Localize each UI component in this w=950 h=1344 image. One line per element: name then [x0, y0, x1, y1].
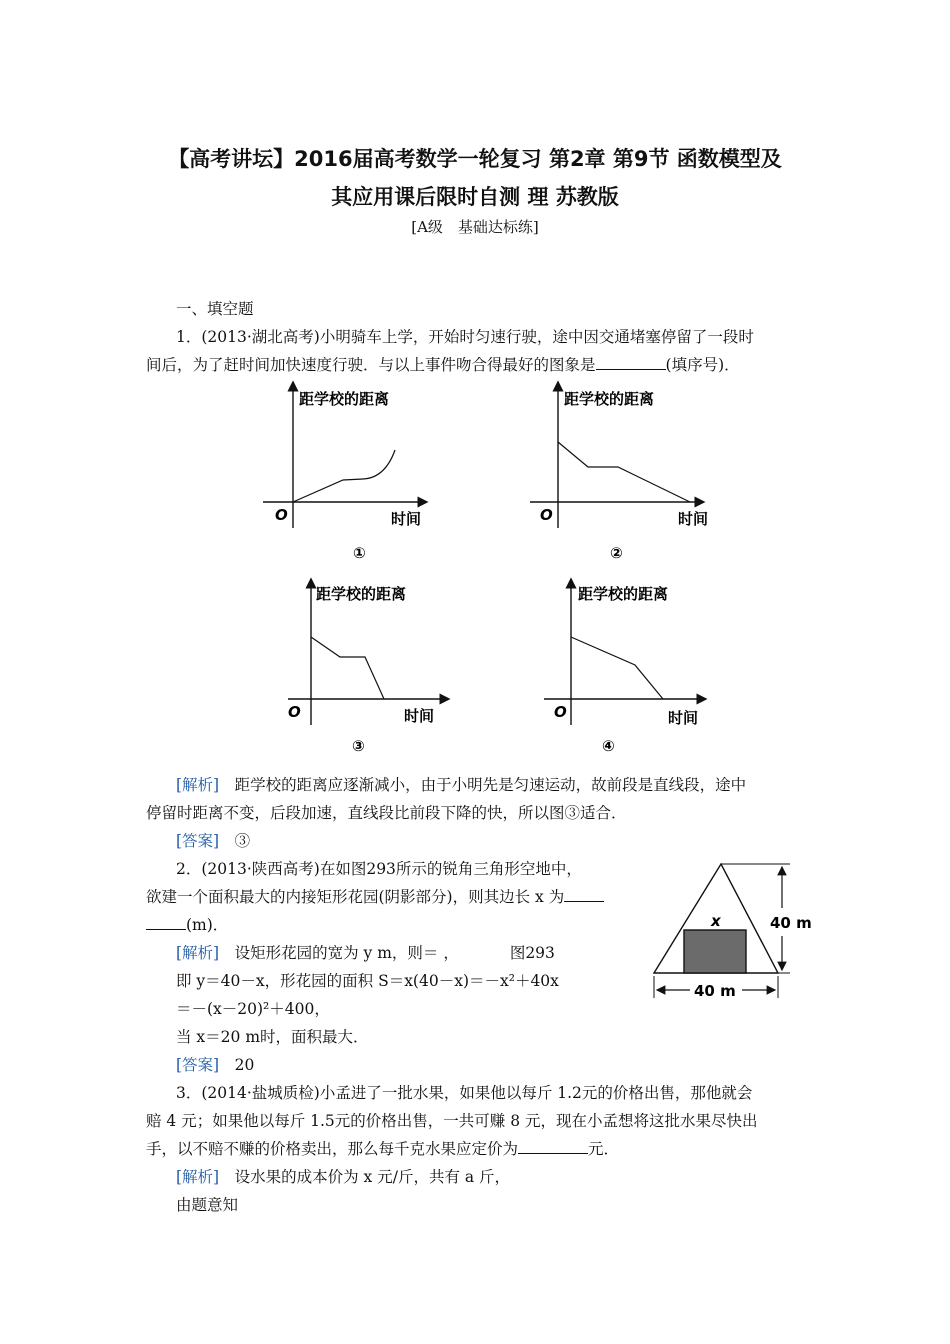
- q1-line1: 1．(2013·湖北高考)小明骑车上学，开始时匀速行驶，途中因交通堵塞停留了一段时: [176, 328, 754, 346]
- fig-x-label: x: [711, 912, 721, 930]
- graph-3-y-label: 距学校的距离: [316, 585, 407, 603]
- graph-4-origin: O: [554, 703, 567, 721]
- q3-line3-end: 元．: [588, 1140, 620, 1158]
- q1-analysis-text1: 距学校的距离应逐渐减小，由于小明先是匀速运动，故前段是直线段，途中: [234, 776, 747, 794]
- q2-analysis-line4: 当 x＝20 m时，面积最大．: [176, 1028, 369, 1046]
- q3-line1: 3．(2014·盐城质检)小孟进了一批水果，如果他以每斤 1.2元的价格出售，那他就会: [176, 1084, 753, 1102]
- graph-3-x-label: 时间: [404, 707, 435, 725]
- graph-4-x-label: 时间: [668, 709, 699, 727]
- q3-line3: [146, 1136, 619, 1162]
- q2-analysis-tag: [解析]: [176, 944, 220, 962]
- subtitle: [A级 基础达标练]: [411, 218, 539, 236]
- graph-3-origin: O: [288, 703, 301, 721]
- q2-answer-blank-b: [146, 914, 186, 930]
- q3-analysis-tag: [解析]: [176, 1168, 220, 1186]
- fig-base-label: 40 m: [694, 982, 736, 1000]
- graph-2-origin: O: [540, 506, 553, 524]
- garden-rectangle: [684, 930, 746, 973]
- q1-analysis-line2: 停留时距离不变，后段加速，直线段比前段下降的快，所以图③适合．: [146, 804, 627, 822]
- graph-2-x-label: 时间: [678, 510, 709, 528]
- q1-answer-line: [176, 828, 250, 854]
- fig-height-label: 40 m: [770, 914, 812, 932]
- q1-answer-tag: [答案]: [176, 832, 220, 850]
- q1-answer-blank: [596, 354, 666, 370]
- graph-1-x-label: 时间: [391, 510, 422, 528]
- q2-analysis-text1: 设矩形花园的宽为 y m，则＝ ，: [234, 944, 459, 962]
- graph-1: [255, 378, 455, 568]
- q2-answer: 20: [234, 1056, 255, 1074]
- q1-analysis-line1: [176, 772, 746, 798]
- q2-line2-text: 欲建一个面积最大的内接矩形花园(阴影部分)，则其边长 x 为: [146, 888, 565, 906]
- q2-answer-tag: [答案]: [176, 1056, 220, 1074]
- q3-line2: 赔 4 元；如果他以每斤 1.5元的价格出售，一共可赚 8 元，现在小孟想将这批水果尽快出: [146, 1112, 758, 1130]
- q2-analysis-line1: [176, 940, 555, 966]
- graph-4-number: ④: [602, 737, 615, 755]
- section-heading: 一、填空题: [176, 300, 254, 318]
- q1-line2-text: 间后，为了赶时间加快速度行驶．与以上事件吻合得最好的图象是: [146, 356, 596, 374]
- q3-answer-blank: [518, 1138, 588, 1154]
- q2-analysis-line3: ＝－(x－20)²＋400，: [176, 1000, 330, 1018]
- graph-4-y-label: 距学校的距离: [578, 585, 669, 603]
- q2-answer-blank-a: [564, 886, 604, 902]
- q2-figure-caption: 图293: [509, 944, 555, 962]
- graph-2: [522, 378, 732, 568]
- q2-answer-line: [176, 1052, 254, 1078]
- q3-analysis-line2: 由题意知: [176, 1196, 239, 1214]
- graph-1-origin: O: [275, 506, 288, 524]
- q2-line1: 2．(2013·陕西高考)在如图293所示的锐角三角形空地中，: [176, 860, 582, 878]
- q1-line2-end: (填序号)．: [665, 356, 740, 374]
- q1-line2: [146, 352, 740, 378]
- q2-line3: [146, 912, 228, 938]
- q2-line2: [146, 884, 604, 910]
- triangle-figure: [640, 852, 820, 1002]
- title-line-1: 【高考讲坛】2016届高考数学一轮复习 第2章 第9节 函数模型及: [168, 147, 782, 171]
- q3-line3-text: 手，以不赔不赚的价格卖出，那么每千克水果应定价为: [146, 1140, 519, 1158]
- graph-3: [280, 575, 470, 765]
- graph-4: [540, 575, 730, 765]
- title-line-2: 其应用课后限时自测 理 苏教版: [331, 185, 619, 209]
- graph-2-y-label: 距学校的距离: [564, 390, 655, 408]
- q3-analysis-line1: [176, 1164, 510, 1190]
- q1-analysis-tag: [解析]: [176, 776, 220, 794]
- q2-analysis-line2: 即 y＝40－x，形花园的面积 S＝x(40－x)＝－x²＋40x: [176, 972, 559, 990]
- q1-answer: ③: [234, 832, 251, 850]
- graph-3-number: ③: [352, 737, 365, 755]
- q3-analysis-text1: 设水果的成本价为 x 元/斤，共有 a 斤，: [234, 1168, 511, 1186]
- graph-1-y-label: 距学校的距离: [299, 390, 390, 408]
- graph-1-number: ①: [353, 544, 366, 562]
- q2-line3-text: (m)．: [186, 916, 229, 934]
- graph-2-number: ②: [610, 544, 623, 562]
